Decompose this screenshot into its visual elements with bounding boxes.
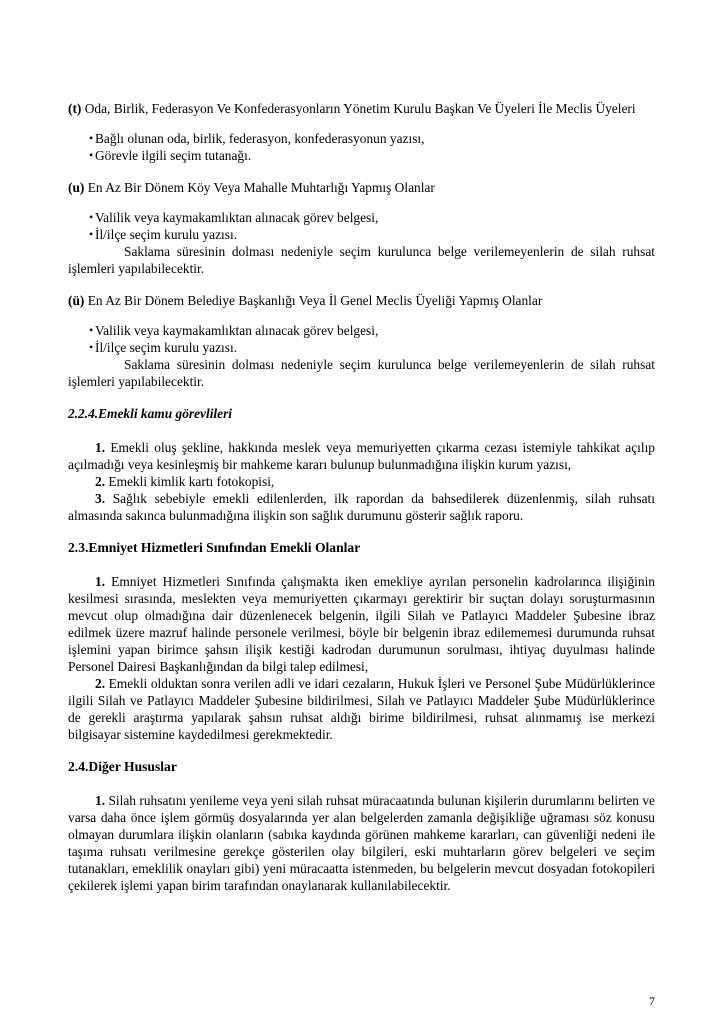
numbered-item: 2. Emekli kimlik kartı fotokopisi, bbox=[95, 474, 275, 489]
numbered-item: 1. Silah ruhsatını yenileme veya yeni silah ruhsat müracaatında bulunan kişilerin durumlarını belirten ve varsa daha önce işlem görmüş dosyalarında yer alan belgelerden zamanla değişikliğe uğraması söz konusu olmayan durumlara ilişkin olanların (sabıka kaydında görünen mahkeme kararları, can güvenliği nedeni ile taşıma ruhsatı verilmesine gerekçe gösterilen olay bilgileri, eski muhtarların görev belgeleri ve seçim tutanakları, emeklilik onayları gibi) yeni müracaatta istenmeden, bu belgelerin mevcut dosyadan fotokopileri çekilerek işlemi yapan birim tarafından onaylanarak kullanılabilecektir. bbox=[68, 793, 655, 893]
document-body bbox=[68, 100, 655, 894]
section-u-note: Saklama süresinin dolması nedeniyle seçim kurulunca belge verilemeyenlerin de silah ruhsat işlemleri yapılabilecektir. bbox=[68, 244, 655, 276]
numbered-item: 3. Sağlık sebebiyle emekli edilenlerden, ilk rapordan da bahsedilerek düzenlenmiş, silah ruhsatı almasında sakınca bulunmadığına ilişkin son sağlık durumunu gösterir sağlık raporu. bbox=[68, 491, 655, 523]
section-23-list bbox=[68, 573, 655, 743]
heading-2-2-4: 2.2.4.Emekli kamu görevlileri bbox=[68, 406, 233, 421]
page-number: 7 bbox=[649, 994, 655, 1008]
list-item: • İl/ilçe seçim kurulu yazısı. bbox=[68, 339, 655, 356]
section-t-list bbox=[68, 130, 655, 164]
section-uu-note: Saklama süresinin dolması nedeniyle seçim kurulunca belge verilemeyenlerin de silah ruhsat işlemleri yapılabilecektir. bbox=[68, 357, 655, 389]
numbered-item: 1. Emniyet Hizmetleri Sınıfında çalışmakta iken emekliye ayrılan personelin kadrolarınca ilişiğinin kesilmesi sırasında, meslekten veya memuriyetten çıkarmayı gerektirir bir suçtan dolayı soruşturmasının mevcut olup olmadığına dair düzenlenecek belgenin, ilgili Silah ve Patlayıcı Maddeler Şubesine ibraz edilmek üzere mazruf halinde personele verilmesi, böyle bir belgenin ibraz edilememesi durumunda ruhsat işlemini yapan birimce şahsın ilişik kestiği kadrodan durumunun sorulması, ihtiyaç duyulması halinde Personel Dairesi Başkanlığından da bilgi talep edilmesi, bbox=[68, 574, 655, 674]
list-item: • Valilik veya kaymakamlıktan alınacak görev belgesi, bbox=[68, 322, 655, 339]
heading-2-4: 2.4.Diğer Hususlar bbox=[68, 759, 177, 774]
list-item: • İl/ilçe seçim kurulu yazısı. bbox=[68, 226, 655, 243]
section-uu-label: (ü) bbox=[68, 293, 85, 308]
numbered-item: 1. Emekli oluş şekline, hakkında meslek veya memuriyetten çıkarma cezası istemiyle tahkikat açılıp açılmadığı veya kesinleşmiş bir mahkeme kararı bulunup bulunmadığına ilişkin kurum yazısı, bbox=[68, 440, 655, 472]
section-u-title: (u) En Az Bir Dönem Köy Veya Mahalle Muhtarlığı Yapmış Olanlar bbox=[68, 180, 435, 195]
list-item: • Görevle ilgili seçim tutanağı. bbox=[68, 147, 655, 164]
section-t-title: (t) Oda, Birlik, Federasyon Ve Konfederasyonların Yönetim Kurulu Başkan Ve Üyeleri İle Meclis Üyeleri bbox=[68, 101, 636, 116]
numbered-item: 2. Emekli olduktan sonra verilen adli ve idari cezaların, Hukuk İşleri ve Personel Şube Müdürlüklerince ilgili Silah ve Patlayıcı Maddeler Şubesine bildirilmesi, Silah ve Patlayıcı Maddeler Şube Müdürlüklerince de gerekli araştırma yapılarak şahsın ruhsat aldığı birime bildirilmesi, ruhsat alınmamış ise merkezi bilgisayar sistemine kaydedilmesi gerekmektedir. bbox=[68, 676, 655, 742]
section-24-list bbox=[68, 792, 655, 894]
section-224-list bbox=[68, 439, 655, 524]
list-item: • Bağlı olunan oda, birlik, federasyon, konfederasyonun yazısı, bbox=[68, 130, 655, 147]
section-t-label: (t) bbox=[68, 101, 82, 116]
list-item: • Valilik veya kaymakamlıktan alınacak görev belgesi, bbox=[68, 209, 655, 226]
section-u-label: (u) bbox=[68, 180, 85, 195]
heading-2-3: 2.3.Emniyet Hizmetleri Sınıfından Emekli Olanlar bbox=[68, 540, 361, 555]
section-u-list bbox=[68, 209, 655, 243]
section-uu-title: (ü) En Az Bir Dönem Belediye Başkanlığı Veya İl Genel Meclis Üyeliği Yapmış Olanlar bbox=[68, 293, 543, 308]
section-uu-list bbox=[68, 322, 655, 356]
